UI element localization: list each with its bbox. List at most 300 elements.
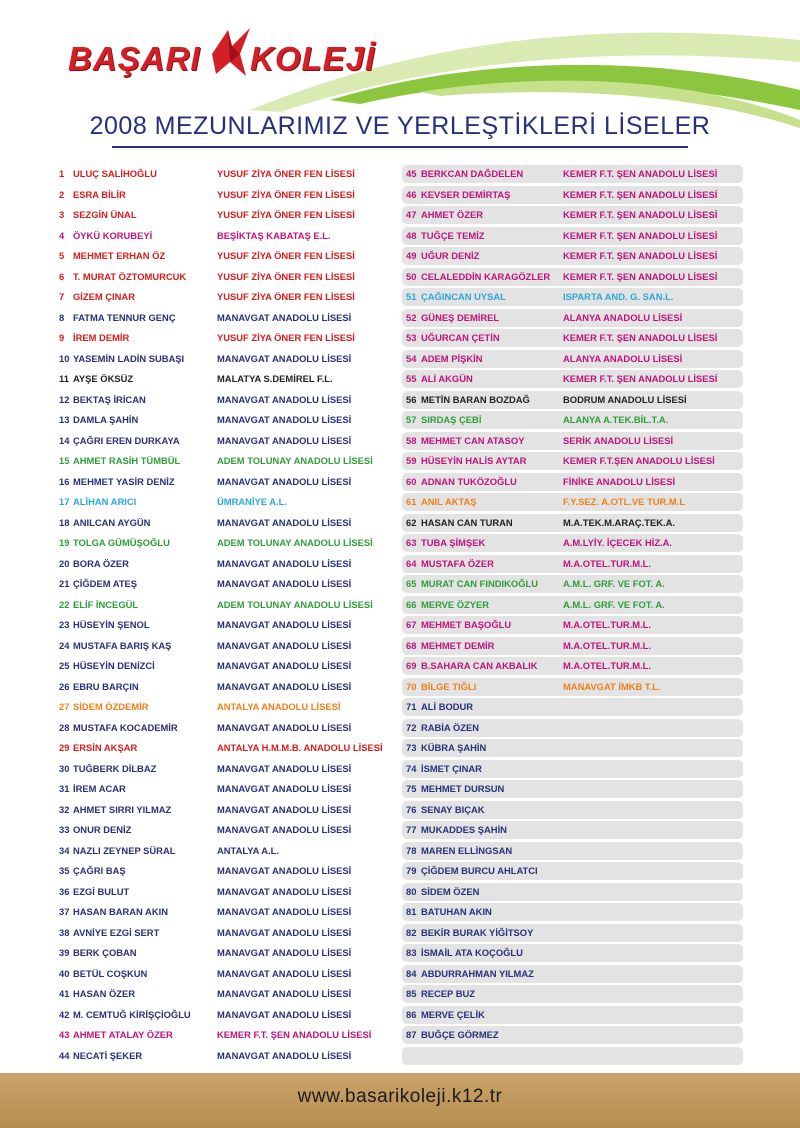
graduate-number: 86 (406, 1008, 417, 1020)
graduate-name: ESRA BİLİR (73, 188, 126, 200)
graduate-row (55, 616, 396, 634)
graduate-name: ANILCAN AYGÜN (73, 516, 151, 528)
graduate-name: AHMET ATALAY ÖZER (73, 1029, 173, 1040)
graduate-school: MANAVGAT ANADOLU LİSESİ (217, 885, 352, 897)
footer-website-link[interactable]: www.basarikoleji.k12.tr (297, 1086, 503, 1107)
graduate-name: TOLGA GÜMÜŞOĞLU (73, 537, 170, 548)
graduate-name: ÇİĞDEM BURCU AHLATCI (421, 865, 538, 876)
graduate-name: EBRU BARÇIN (73, 680, 139, 692)
graduate-name: METİN BARAN BOZDAĞ (421, 393, 530, 405)
graduate-number: 1 (59, 168, 65, 179)
graduate-name: BUĞÇE GÖRMEZ (421, 1029, 499, 1040)
graduate-school: ALANYA A.TEK.BİL.T.A. (563, 414, 669, 425)
graduate-school: KEMER F.T. ŞEN ANADOLU LİSESİ (563, 209, 718, 220)
graduate-number: 11 (59, 373, 69, 384)
graduate-number: 49 (406, 250, 417, 261)
graduate-number: 77 (406, 824, 417, 835)
logo-right-text: KOLEJİ (250, 40, 376, 77)
graduate-school: MANAVGAT ANADOLU LİSESİ (217, 619, 352, 630)
graduate-row (55, 268, 396, 286)
graduate-number: 34 (59, 844, 70, 856)
graduate-row (55, 227, 396, 245)
graduate-name: MUKADDES ŞAHİN (421, 824, 507, 835)
graduate-row (55, 657, 396, 675)
graduate-name: GİZEM ÇINAR (73, 291, 135, 302)
graduate-name: M. CEMTUĞ KİRİŞÇİOĞLU (73, 1008, 191, 1020)
graduate-row (402, 985, 743, 1003)
graduate-school: A.M.LYİY. İÇECEK HİZ.A. (563, 537, 673, 548)
graduate-school: MANAVGAT ANADOLU LİSESİ (217, 947, 352, 958)
graduate-row (55, 186, 396, 204)
graduate-school: YUSUF ZİYA ÖNER FEN LİSESİ (217, 270, 355, 282)
graduate-name: KEVSER DEMİRTAŞ (421, 188, 511, 200)
graduate-name: HÜSEYİN ŞENOL (73, 619, 150, 630)
graduate-school: ANTALYA A.L. (217, 844, 279, 856)
graduate-name: ALİ AKGÜN (421, 373, 473, 384)
graduate-number: 13 (59, 414, 70, 425)
graduate-school: MALATYA S.DEMİREL F.L. (217, 373, 333, 384)
graduate-row (55, 514, 396, 532)
graduate-name: MEHMET CAN ATASOY (421, 434, 525, 446)
graduate-number: 7 (59, 291, 65, 302)
graduate-name: EZGİ BULUT (73, 885, 130, 897)
graduate-number: 25 (59, 660, 70, 671)
graduate-school: YUSUF ZİYA ÖNER FEN LİSESİ (217, 250, 355, 261)
graduate-number: 54 (406, 352, 417, 364)
graduate-school: MANAVGAT ANADOLU LİSESİ (217, 783, 352, 794)
graduate-name: KÜBRA ŞAHİN (421, 742, 487, 753)
graduate-school: YUSUF ZİYA ÖNER FEN LİSESİ (217, 168, 355, 179)
graduate-number: 80 (406, 885, 417, 897)
graduate-name: MAREN ELLİNGSAN (421, 844, 513, 856)
graduate-school: ANTALYA H.M.M.B. ANADOLU LİSESİ (217, 742, 383, 753)
graduate-school: MANAVGAT ANADOLU LİSESİ (217, 803, 352, 815)
graduate-row (55, 903, 396, 921)
graduate-school: KEMER F.T. ŞEN ANADOLU LİSESİ (563, 188, 718, 200)
graduate-name: DAMLA ŞAHİN (73, 414, 139, 425)
graduate-number: 3 (59, 209, 65, 220)
graduate-school: M.A.OTEL.TUR.M.L. (563, 639, 652, 651)
graduate-row (55, 391, 396, 409)
graduate-school: MANAVGAT ANADOLU LİSESİ (217, 762, 352, 774)
graduate-row (55, 555, 396, 573)
graduate-school: MANAVGAT ANADOLU LİSESİ (217, 352, 352, 364)
graduate-name: BORA ÖZER (73, 557, 129, 569)
graduate-number: 31 (59, 783, 70, 794)
graduate-name: SIRDAŞ ÇEBİ (421, 414, 482, 425)
graduate-name: HÜSEYİN HALİS AYTAR (421, 455, 527, 466)
graduate-number: 39 (59, 947, 70, 958)
graduate-number: 36 (59, 885, 70, 897)
graduate-row (55, 206, 396, 224)
graduate-school: MANAVGAT ANADOLU LİSESİ (217, 865, 352, 876)
graduate-name: BETÜL COŞKUN (73, 967, 148, 979)
graduate-school: MANAVGAT ANADOLU LİSESİ (217, 578, 352, 589)
graduate-row (402, 452, 743, 470)
graduate-school: MANAVGAT ANADOLU LİSESİ (217, 639, 352, 651)
graduate-row (402, 268, 743, 286)
graduate-number: 84 (406, 967, 417, 979)
graduate-number: 64 (406, 557, 417, 569)
graduate-school: MANAVGAT ANADOLU LİSESİ (217, 660, 352, 671)
graduate-number: 66 (406, 598, 417, 610)
graduate-school: MANAVGAT ANADOLU LİSESİ (217, 393, 352, 405)
graduate-school: MANAVGAT ANADOLU LİSESİ (217, 414, 352, 425)
graduate-number: 12 (59, 393, 70, 405)
graduate-school: MANAVGAT ANADOLU LİSESİ (217, 906, 352, 917)
graduate-number: 10 (59, 352, 70, 364)
graduate-number: 72 (406, 721, 417, 733)
graduate-row (55, 678, 396, 696)
graduate-number: 19 (59, 537, 70, 548)
graduate-row (402, 780, 743, 798)
graduate-number: 62 (406, 516, 417, 528)
graduate-name: ADEM PİŞKİN (421, 352, 483, 364)
graduate-name: AYŞE ÖKSÜZ (73, 373, 134, 384)
graduate-school: SERİK ANADOLU LİSESİ (563, 434, 674, 446)
graduate-name: ÇAĞRI EREN DURKAYA (73, 434, 180, 446)
graduate-school: MANAVGAT ANADOLU LİSESİ (217, 824, 352, 835)
graduate-name: TUĞÇE TEMİZ (421, 229, 485, 241)
graduate-name: ÇİĞDEM ATEŞ (73, 578, 138, 589)
graduate-row (55, 165, 396, 183)
graduate-number: 30 (59, 762, 70, 774)
graduate-school: YUSUF ZİYA ÖNER FEN LİSESİ (217, 188, 355, 200)
graduate-number: 43 (59, 1029, 70, 1040)
graduate-name: İREM ACAR (73, 783, 126, 794)
graduate-name: MEHMET DURSUN (421, 783, 505, 794)
graduate-row (55, 780, 396, 798)
graduate-school: KEMER F.T.ŞEN ANADOLU LİSESİ (563, 455, 715, 466)
title-underline (112, 146, 688, 148)
graduate-name: MERVE ÇELİK (421, 1008, 485, 1020)
graduate-name: SİDEM ÖZEN (421, 885, 480, 897)
graduate-number: 75 (406, 783, 417, 794)
graduate-number: 50 (406, 270, 417, 282)
graduate-row (402, 719, 743, 737)
graduate-number: 52 (406, 311, 417, 323)
graduate-number: 23 (59, 619, 70, 630)
graduate-name: BERK ÇOBAN (73, 947, 137, 958)
graduate-number: 45 (406, 168, 417, 179)
graduate-number: 41 (59, 988, 70, 999)
graduate-number: 38 (59, 926, 70, 938)
graduate-number: 60 (406, 475, 417, 487)
graduate-school: ANTALYA ANADOLU LİSESİ (217, 701, 341, 712)
graduate-number: 4 (59, 229, 65, 241)
graduate-row (402, 432, 743, 450)
graduate-row (402, 165, 743, 183)
graduate-row (55, 719, 396, 737)
graduate-row (402, 288, 743, 306)
graduate-name: İREM DEMİR (73, 332, 130, 343)
graduate-school: ALANYA ANADOLU LİSESİ (563, 311, 683, 323)
graduate-school: ÜMRANİYE A.L. (217, 496, 287, 507)
graduate-name: UĞUR DENİZ (421, 250, 480, 261)
graduate-row (55, 1047, 396, 1065)
graduate-name: ADNAN TUKÖZOĞLU (421, 475, 517, 487)
graduate-name: ÖYKÜ KORUBEYİ (73, 229, 153, 241)
logo-bird-icon (206, 24, 254, 80)
graduate-row (402, 801, 743, 819)
graduate-school: MANAVGAT ANADOLU LİSESİ (217, 680, 352, 692)
graduate-row (55, 698, 396, 716)
graduate-number: 83 (406, 947, 417, 958)
graduate-row (402, 637, 743, 655)
graduate-row (402, 944, 743, 962)
graduate-school: MANAVGAT ANADOLU LİSESİ (217, 475, 352, 487)
graduate-school: F.Y.SEZ. A.OTL.VE TUR.M.L (563, 496, 686, 507)
graduate-row (402, 575, 743, 593)
graduate-number: 71 (406, 701, 417, 712)
graduate-number: 79 (406, 865, 417, 876)
graduate-school: MANAVGAT ANADOLU LİSESİ (217, 926, 352, 938)
graduate-row (55, 801, 396, 819)
graduate-row (55, 821, 396, 839)
graduate-number: 69 (406, 660, 417, 671)
graduate-number: 37 (59, 906, 70, 917)
graduate-number: 29 (59, 742, 70, 753)
graduate-number: 56 (406, 393, 417, 405)
graduate-number: 24 (59, 639, 70, 651)
graduate-name: TUĞBERK DİLBAZ (73, 762, 157, 774)
graduate-school: YUSUF ZİYA ÖNER FEN LİSESİ (217, 209, 355, 220)
graduate-number: 22 (59, 598, 70, 610)
graduate-school: MANAVGAT ANADOLU LİSESİ (217, 1008, 352, 1020)
graduate-number: 57 (406, 414, 417, 425)
graduate-row (402, 862, 743, 880)
graduate-school: A.M.L. GRF. VE FOT. A. (563, 598, 665, 610)
graduate-row (402, 698, 743, 716)
graduate-name: SİDEM ÖZDEMİR (73, 701, 149, 712)
basari-koleji-logo[interactable] (68, 30, 378, 84)
graduate-row (402, 657, 743, 675)
graduate-number: 33 (59, 824, 70, 835)
graduate-name: ERSİN AKŞAR (73, 742, 138, 753)
graduate-row (402, 596, 743, 614)
graduate-name: ULUÇ SALİHOĞLU (73, 168, 157, 179)
graduate-number: 68 (406, 639, 417, 651)
graduate-name: FATMA TENNUR GENÇ (73, 311, 176, 323)
graduate-number: 55 (406, 373, 417, 384)
graduate-name: İSMAİL ATA KOÇOĞLU (421, 947, 523, 958)
graduate-school: ISPARTA AND. G. SAN.L. (563, 291, 674, 302)
graduate-name: HASAN CAN TURAN (421, 516, 513, 528)
graduate-name: YASEMİN LADİN SUBAŞI (73, 352, 185, 364)
graduate-school: ADEM TOLUNAY ANADOLU LİSESİ (217, 537, 373, 548)
graduate-row (402, 739, 743, 757)
graduate-number: 81 (406, 906, 417, 917)
graduate-number: 87 (406, 1029, 417, 1040)
graduate-school: YUSUF ZİYA ÖNER FEN LİSESİ (217, 332, 355, 343)
graduate-school: ALANYA ANADOLU LİSESİ (563, 352, 683, 364)
graduate-row (55, 473, 396, 491)
graduate-number: 32 (59, 803, 70, 815)
graduate-school: M.A.OTEL.TUR.M.L. (563, 557, 652, 569)
graduate-name: HASAN ÖZER (73, 988, 135, 999)
graduate-number: 6 (59, 270, 65, 282)
graduate-name: AHMET RASİH TÜMBÜL (73, 455, 181, 466)
graduate-number: 26 (59, 680, 70, 692)
graduate-number: 67 (406, 619, 417, 630)
graduate-row (55, 760, 396, 778)
graduate-name: NECATİ ŞEKER (73, 1049, 143, 1061)
graduate-number: 40 (59, 967, 70, 979)
graduate-name: GÜNEŞ DEMİREL (421, 311, 500, 323)
graduate-name: MUSTAFA BARIŞ KAŞ (73, 639, 172, 651)
graduate-number: 18 (59, 516, 70, 528)
graduate-school: BODRUM ANADOLU LİSESİ (563, 393, 687, 405)
graduate-number: 78 (406, 844, 417, 856)
graduate-name: MEHMET BAŞOĞLU (421, 619, 512, 630)
graduate-school: MANAVGAT ANADOLU LİSESİ (217, 721, 352, 733)
graduate-row (55, 247, 396, 265)
graduate-name: BERKCAN DAĞDELEN (421, 168, 524, 179)
graduate-row (55, 493, 396, 511)
graduate-row (55, 965, 396, 983)
graduate-name: ELİF İNCEGÜL (73, 598, 139, 610)
graduate-name: BİLGE TIĞLI (421, 680, 477, 692)
graduate-row (402, 616, 743, 634)
graduate-row (55, 534, 396, 552)
graduate-name: ONUR DENİZ (73, 824, 132, 835)
graduate-number: 74 (406, 762, 417, 774)
graduate-row (402, 247, 743, 265)
graduate-school: YUSUF ZİYA ÖNER FEN LİSESİ (217, 291, 355, 302)
graduate-school: KEMER F.T. ŞEN ANADOLU LİSESİ (563, 332, 718, 343)
graduate-row (55, 944, 396, 962)
graduate-school: ADEM TOLUNAY ANADOLU LİSESİ (217, 455, 373, 466)
graduate-school: M.A.OTEL.TUR.M.L. (563, 660, 652, 671)
graduate-row (55, 411, 396, 429)
graduate-number: 73 (406, 742, 417, 753)
graduate-number: 27 (59, 701, 70, 712)
graduate-name: ANIL AKTAŞ (421, 496, 477, 507)
graduate-number: 21 (59, 578, 70, 589)
graduate-school: A.M.L. GRF. VE FOT. A. (563, 578, 665, 589)
graduate-name: ABDURRAHMAN YILMAZ (421, 967, 534, 979)
graduate-number: 70 (406, 680, 417, 692)
graduate-row (402, 883, 743, 901)
graduate-number: 65 (406, 578, 417, 589)
graduate-school: FİNİKE ANADOLU LİSESİ (563, 475, 676, 487)
graduate-school: ADEM TOLUNAY ANADOLU LİSESİ (217, 598, 373, 610)
graduate-name: MURAT CAN FINDIKOĞLU (421, 578, 538, 589)
graduate-number: 35 (59, 865, 70, 876)
graduate-row (402, 493, 743, 511)
graduate-name: MUSTAFA KOCADEMİR (73, 721, 178, 733)
graduate-name: ÇAĞINCAN UYSAL (421, 291, 506, 302)
graduate-name: AHMET SIRRI YILMAZ (73, 803, 172, 815)
graduate-number: 85 (406, 988, 417, 999)
graduate-name: B.SAHARA CAN AKBALIK (421, 660, 538, 671)
logo-left-text: BAŞARI (68, 40, 201, 77)
graduate-row (55, 432, 396, 450)
graduate-name: TUBA ŞİMŞEK (421, 537, 486, 548)
graduate-school: MANAVGAT İMKB T.L. (563, 680, 661, 692)
graduate-number: 82 (406, 926, 417, 938)
graduate-name: MEHMET DEMİR (421, 639, 495, 651)
graduate-name: RECEP BUZ (421, 988, 476, 999)
graduate-name: MEHMET YASİR DENİZ (73, 475, 175, 487)
graduate-school: MANAVGAT ANADOLU LİSESİ (217, 557, 352, 569)
graduate-school: MANAVGAT ANADOLU LİSESİ (217, 434, 352, 446)
graduates-column-right (402, 165, 743, 1067)
graduate-row (402, 760, 743, 778)
graduate-row (55, 862, 396, 880)
graduate-row (402, 227, 743, 245)
graduate-school: KEMER F.T. ŞEN ANADOLU LİSESİ (563, 373, 718, 384)
graduate-school: KEMER F.T. ŞEN ANADOLU LİSESİ (563, 168, 718, 179)
graduate-number: 53 (406, 332, 417, 343)
graduate-name: HASAN BARAN AKIN (73, 906, 168, 917)
graduate-school: MANAVGAT ANADOLU LİSESİ (217, 988, 352, 999)
graduate-row (55, 452, 396, 470)
graduate-row (55, 309, 396, 327)
graduate-number: 15 (59, 455, 70, 466)
graduate-row (55, 924, 396, 942)
graduate-number: 59 (406, 455, 417, 466)
graduate-row (55, 1006, 396, 1024)
graduates-column-left (55, 165, 396, 1067)
graduate-row (55, 288, 396, 306)
graduate-row (402, 924, 743, 942)
graduate-number: 44 (59, 1049, 70, 1061)
graduate-number: 46 (406, 188, 417, 200)
graduate-name: CELALEDDİN KARAGÖZLER (421, 270, 551, 282)
graduate-name: BATUHAN AKIN (421, 906, 492, 917)
graduate-name: ALİ BODUR (421, 701, 474, 712)
graduate-school: MANAVGAT ANADOLU LİSESİ (217, 1049, 352, 1061)
graduate-number: 2 (59, 188, 65, 200)
graduate-number: 16 (59, 475, 70, 487)
graduate-row (402, 370, 743, 388)
graduate-row (55, 596, 396, 614)
graduate-row (55, 370, 396, 388)
graduate-row (402, 555, 743, 573)
graduate-name: SENAY BIÇAK (421, 803, 485, 815)
graduate-row (402, 329, 743, 347)
graduate-row (402, 903, 743, 921)
graduate-number: 51 (406, 291, 417, 302)
graduate-row (402, 411, 743, 429)
graduate-name: NAZLI ZEYNEP SÜRAL (73, 844, 176, 856)
graduate-row (402, 514, 743, 532)
graduate-school: MANAVGAT ANADOLU LİSESİ (217, 967, 352, 979)
graduate-number: 17 (59, 496, 70, 507)
graduate-number: 9 (59, 332, 65, 343)
graduate-row (55, 1026, 396, 1044)
graduate-name: İSMET ÇINAR (421, 762, 482, 774)
graduate-name: MUSTAFA ÖZER (421, 557, 494, 569)
graduate-row (402, 1047, 743, 1065)
graduate-number: 76 (406, 803, 417, 815)
graduate-row (55, 842, 396, 860)
graduate-name: HÜSEYİN DENİZCİ (73, 660, 155, 671)
graduate-number: 47 (406, 209, 417, 220)
graduate-row (402, 965, 743, 983)
graduate-number: 5 (59, 250, 65, 261)
graduate-row (55, 985, 396, 1003)
graduate-school: MANAVGAT ANADOLU LİSESİ (217, 311, 352, 323)
graduate-name: ALİHAN ARICI (73, 496, 137, 507)
graduate-row (55, 637, 396, 655)
graduate-row (402, 534, 743, 552)
graduate-row (55, 739, 396, 757)
graduate-school: KEMER F.T. ŞEN ANADOLU LİSESİ (563, 270, 718, 282)
graduate-name: AHMET ÖZER (421, 209, 483, 220)
graduate-row (402, 309, 743, 327)
